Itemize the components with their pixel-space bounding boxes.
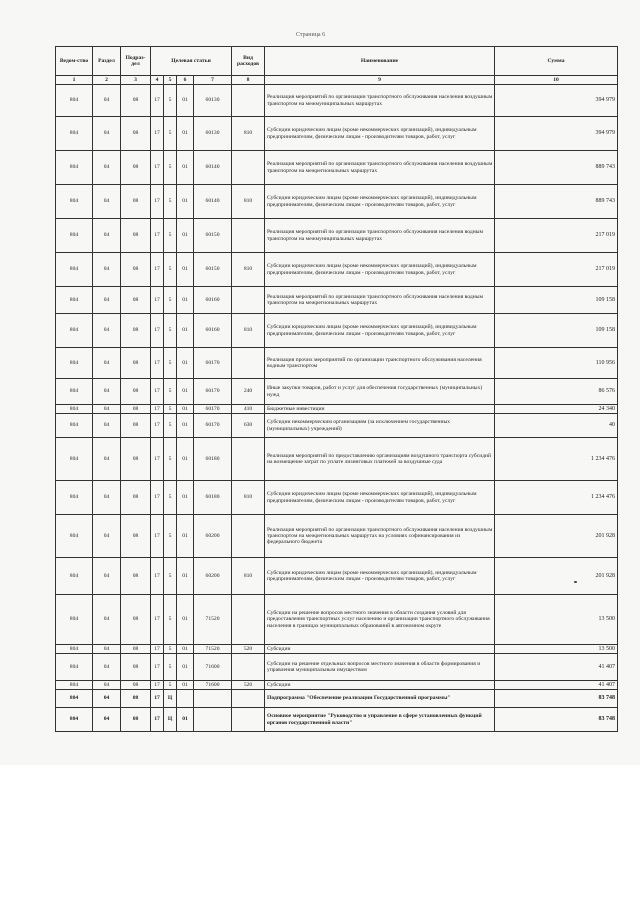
cell-sum: 889 743 [495, 185, 618, 219]
cell-sum: 40 [495, 414, 618, 438]
cell-program: 17 [151, 558, 164, 595]
cell-name: Субсидии [265, 681, 495, 690]
cell-vedomstvo: 804 [56, 253, 93, 287]
cell-vid: 410 [232, 405, 265, 414]
cell-razdel: 04 [93, 645, 121, 654]
cell-sum: 217 019 [495, 253, 618, 287]
table-row [56, 681, 618, 690]
cell-measure: 01 [177, 558, 194, 595]
cell-measure: 01 [177, 379, 194, 405]
cell-podrazdel: 08 [121, 185, 151, 219]
cell-vid: 810 [232, 185, 265, 219]
cell-vid [232, 151, 265, 185]
header-podrazdel: Подраз-дел [121, 47, 151, 76]
table-row [56, 405, 618, 414]
cell-name: Реализация мероприятий по организации транспортного обслуживания населения воздушным транспортом на межрегиональных маршрутах [265, 151, 495, 185]
cell-vid [232, 348, 265, 379]
cell-vedomstvo: 804 [56, 414, 93, 438]
cell-measure: 01 [177, 595, 194, 645]
cell-podrazdel: 08 [121, 438, 151, 481]
scan-mark [574, 581, 577, 583]
cell-vedomstvo: 804 [56, 558, 93, 595]
cell-vedomstvo: 804 [56, 690, 93, 708]
table-row [56, 414, 618, 438]
cell-podrazdel: 08 [121, 708, 151, 732]
cell-name: Реализация мероприятий по организации транспортного обслуживания населения воздушным транспортом на межмуниципальных маршрутах [265, 85, 495, 117]
cell-razdel: 04 [93, 414, 121, 438]
cell-podrazdel: 08 [121, 414, 151, 438]
cell-name: Иные закупки товаров, работ и услуг для обеспечения государственных (муниципальных) нужд [265, 379, 495, 405]
cell-measure: 01 [177, 438, 194, 481]
cell-direction: 60160 [194, 287, 232, 314]
cell-subprogram: Ц [164, 708, 177, 732]
cell-vedomstvo: 804 [56, 645, 93, 654]
cell-razdel: 04 [93, 379, 121, 405]
cell-vid: 630 [232, 414, 265, 438]
table-row [56, 117, 618, 151]
cell-direction: 60140 [194, 151, 232, 185]
cell-sum: 41 407 [495, 681, 618, 690]
cell-vedomstvo: 804 [56, 287, 93, 314]
table-header-row [56, 47, 618, 76]
cell-direction: 60150 [194, 219, 232, 253]
column-number: 3 [121, 76, 151, 85]
cell-name: Субсидии некоммерческим организациям (за исключением государственных (муниципальных) учреждений) [265, 414, 495, 438]
table-row [56, 185, 618, 219]
table-row [56, 438, 618, 481]
cell-razdel: 04 [93, 348, 121, 379]
header-sum: Сумма [495, 47, 618, 76]
cell-direction: 60130 [194, 85, 232, 117]
cell-podrazdel: 08 [121, 117, 151, 151]
cell-razdel: 04 [93, 151, 121, 185]
table-row [56, 219, 618, 253]
cell-program: 17 [151, 253, 164, 287]
cell-subprogram: 5 [164, 253, 177, 287]
cell-measure: 01 [177, 219, 194, 253]
table-row [56, 151, 618, 185]
cell-vid: 810 [232, 253, 265, 287]
cell-name: Реализация мероприятий по предоставлению организациям воздушного транспорта субсидий на возмещение затрат по уплате лизинговых платежей за воздушные суда [265, 438, 495, 481]
cell-vedomstvo: 804 [56, 117, 93, 151]
table-row [56, 654, 618, 681]
cell-sum: 13 500 [495, 645, 618, 654]
cell-vedomstvo: 804 [56, 185, 93, 219]
cell-direction: 60130 [194, 117, 232, 151]
cell-direction: 60180 [194, 481, 232, 515]
cell-podrazdel: 08 [121, 481, 151, 515]
cell-razdel: 04 [93, 681, 121, 690]
cell-podrazdel: 08 [121, 645, 151, 654]
cell-name: Реализация мероприятий по организации транспортного обслуживания населения воздушным транспортом на межрегиональных маршрутах на условиях софинансирования из федерального бюджета [265, 515, 495, 558]
cell-name: Субсидии юридическим лицам (кроме некоммерческих организаций), индивидуальным предпринимателям, физическим лицам - производителям товаров, работ, услуг [265, 185, 495, 219]
cell-vid [232, 219, 265, 253]
cell-program: 17 [151, 314, 164, 348]
cell-subprogram: 5 [164, 515, 177, 558]
cell-name: Реализация мероприятий по организации транспортного обслуживания населения водным транспортом на межмуниципальных маршрутах [265, 219, 495, 253]
table-row [56, 595, 618, 645]
cell-program: 17 [151, 690, 164, 708]
cell-direction: 71520 [194, 595, 232, 645]
cell-razdel: 04 [93, 481, 121, 515]
header-name: Наименование [265, 47, 495, 76]
cell-measure: 01 [177, 515, 194, 558]
cell-program: 17 [151, 287, 164, 314]
cell-measure: 01 [177, 414, 194, 438]
column-number: 9 [265, 76, 495, 85]
header-tselevaya: Целевая статьи [151, 47, 232, 76]
cell-razdel: 04 [93, 690, 121, 708]
table-row [56, 314, 618, 348]
cell-subprogram: 5 [164, 314, 177, 348]
table-row [56, 708, 618, 732]
cell-vedomstvo: 804 [56, 438, 93, 481]
cell-razdel: 04 [93, 595, 121, 645]
cell-subprogram: 5 [164, 654, 177, 681]
cell-sum: 201 928 [495, 558, 618, 595]
cell-podrazdel: 08 [121, 405, 151, 414]
cell-razdel: 04 [93, 405, 121, 414]
cell-direction: 60140 [194, 185, 232, 219]
cell-vid: 520 [232, 681, 265, 690]
table-row [56, 348, 618, 379]
cell-program: 17 [151, 681, 164, 690]
cell-subprogram: Ц [164, 690, 177, 708]
cell-razdel: 04 [93, 438, 121, 481]
cell-measure: 01 [177, 681, 194, 690]
cell-podrazdel: 08 [121, 85, 151, 117]
cell-razdel: 04 [93, 185, 121, 219]
page-label: Страница 6 [296, 32, 326, 38]
column-number: 1 [56, 76, 93, 85]
cell-subprogram: 5 [164, 151, 177, 185]
cell-subprogram: 5 [164, 185, 177, 219]
cell-vid: 810 [232, 558, 265, 595]
cell-name: Субсидии юридическим лицам (кроме некоммерческих организаций), индивидуальным предпринимателям, физическим лицам - производителям товаров, работ, услуг [265, 314, 495, 348]
cell-direction: 60170 [194, 379, 232, 405]
cell-vedomstvo: 804 [56, 219, 93, 253]
table-row [56, 690, 618, 708]
cell-name: Субсидии юридическим лицам (кроме некоммерческих организаций), индивидуальным предпринимателям, физическим лицам - производителям товаров, работ, услуг [265, 253, 495, 287]
column-number: 2 [93, 76, 121, 85]
cell-sum: 889 743 [495, 151, 618, 185]
cell-direction: 71520 [194, 645, 232, 654]
column-number-row [56, 76, 618, 85]
cell-sum: 201 928 [495, 515, 618, 558]
cell-direction: 60180 [194, 438, 232, 481]
cell-vid [232, 438, 265, 481]
cell-program: 17 [151, 654, 164, 681]
cell-vedomstvo: 804 [56, 515, 93, 558]
cell-sum: 1 234 476 [495, 438, 618, 481]
cell-direction: 60160 [194, 314, 232, 348]
cell-vid: 240 [232, 379, 265, 405]
cell-vedomstvo: 804 [56, 708, 93, 732]
cell-vid [232, 287, 265, 314]
cell-podrazdel: 08 [121, 219, 151, 253]
cell-measure: 01 [177, 481, 194, 515]
cell-razdel: 04 [93, 708, 121, 732]
cell-measure: 01 [177, 708, 194, 732]
cell-razdel: 04 [93, 253, 121, 287]
cell-name: Субсидии на решение вопросов местного значения в области создания условий для предоставления транспортных услуг населению и организации транспортного обслуживания населения в границах муниципальных образований в автономном округе [265, 595, 495, 645]
cell-sum: 110 956 [495, 348, 618, 379]
cell-sum: 394 979 [495, 117, 618, 151]
table-row [56, 481, 618, 515]
cell-podrazdel: 08 [121, 681, 151, 690]
cell-program: 17 [151, 348, 164, 379]
cell-vedomstvo: 804 [56, 379, 93, 405]
cell-measure: 01 [177, 348, 194, 379]
table-row [56, 645, 618, 654]
cell-program: 17 [151, 645, 164, 654]
cell-sum: 83 748 [495, 690, 618, 708]
cell-vid: 810 [232, 481, 265, 515]
budget-table [55, 46, 618, 732]
cell-subprogram: 5 [164, 379, 177, 405]
cell-vedomstvo: 804 [56, 85, 93, 117]
cell-direction: 71600 [194, 681, 232, 690]
cell-sum: 41 407 [495, 654, 618, 681]
cell-vid [232, 654, 265, 681]
cell-sum: 13 500 [495, 595, 618, 645]
cell-razdel: 04 [93, 219, 121, 253]
cell-sum: 217 019 [495, 219, 618, 253]
cell-vedomstvo: 804 [56, 405, 93, 414]
cell-podrazdel: 08 [121, 595, 151, 645]
column-number: 7 [194, 76, 232, 85]
cell-program: 17 [151, 379, 164, 405]
cell-subprogram: 5 [164, 681, 177, 690]
column-number: 5 [164, 76, 177, 85]
cell-direction [194, 708, 232, 732]
cell-direction [194, 690, 232, 708]
cell-razdel: 04 [93, 558, 121, 595]
column-number: 4 [151, 76, 164, 85]
cell-program: 17 [151, 85, 164, 117]
cell-program: 17 [151, 405, 164, 414]
cell-subprogram: 5 [164, 219, 177, 253]
cell-measure: 01 [177, 85, 194, 117]
cell-podrazdel: 08 [121, 253, 151, 287]
cell-vid [232, 595, 265, 645]
cell-vid: 810 [232, 117, 265, 151]
cell-name: Субсидии на решение отдельных вопросов местного значения в области формирования и управления муниципальным имуществом [265, 654, 495, 681]
cell-subprogram: 5 [164, 287, 177, 314]
cell-vid [232, 690, 265, 708]
table-row [56, 515, 618, 558]
cell-subprogram: 5 [164, 117, 177, 151]
cell-program: 17 [151, 438, 164, 481]
table-row [56, 379, 618, 405]
cell-subprogram: 5 [164, 595, 177, 645]
cell-program: 17 [151, 595, 164, 645]
cell-sum: 109 158 [495, 314, 618, 348]
cell-vid [232, 85, 265, 117]
column-number: 8 [232, 76, 265, 85]
cell-vedomstvo: 804 [56, 681, 93, 690]
cell-program: 17 [151, 708, 164, 732]
cell-measure: 01 [177, 645, 194, 654]
cell-vedomstvo: 804 [56, 595, 93, 645]
cell-podrazdel: 08 [121, 515, 151, 558]
cell-sum: 109 158 [495, 287, 618, 314]
cell-measure: 01 [177, 117, 194, 151]
cell-subprogram: 5 [164, 438, 177, 481]
cell-podrazdel: 08 [121, 558, 151, 595]
table-row [56, 85, 618, 117]
cell-subprogram: 5 [164, 414, 177, 438]
cell-subprogram: 5 [164, 645, 177, 654]
table-row [56, 253, 618, 287]
header-vedomstvo: Ведом-ство [56, 47, 93, 76]
cell-vedomstvo: 804 [56, 654, 93, 681]
cell-vid [232, 708, 265, 732]
cell-measure: 01 [177, 185, 194, 219]
cell-subprogram: 5 [164, 85, 177, 117]
cell-name: Бюджетные инвестиции [265, 405, 495, 414]
cell-podrazdel: 08 [121, 379, 151, 405]
cell-sum: 24 340 [495, 405, 618, 414]
cell-subprogram: 5 [164, 558, 177, 595]
cell-program: 17 [151, 219, 164, 253]
cell-razdel: 04 [93, 654, 121, 681]
table-row [56, 558, 618, 595]
cell-direction: 60200 [194, 515, 232, 558]
column-number: 10 [495, 76, 618, 85]
cell-subprogram: 5 [164, 348, 177, 379]
cell-measure: 01 [177, 151, 194, 185]
cell-razdel: 04 [93, 117, 121, 151]
cell-name: Реализация мероприятий по организации транспортного обслуживания населения водным транспортом на межрегиональных маршрутах [265, 287, 495, 314]
cell-subprogram: 5 [164, 405, 177, 414]
cell-name: Реализация прочих мероприятий по организации транспортного обслуживания населения водным транспортом [265, 348, 495, 379]
cell-podrazdel: 08 [121, 314, 151, 348]
cell-name: Субсидии юридическим лицам (кроме некоммерческих организаций), индивидуальным предпринимателям, физическим лицам - производителям товаров, работ, услуг [265, 558, 495, 595]
cell-direction: 60170 [194, 348, 232, 379]
cell-subprogram: 5 [164, 481, 177, 515]
cell-program: 17 [151, 151, 164, 185]
cell-name: Субсидии юридическим лицам (кроме некоммерческих организаций), индивидуальным предпринимателям, физическим лицам - производителям товаров, работ, услуг [265, 481, 495, 515]
cell-razdel: 04 [93, 287, 121, 314]
cell-measure: 01 [177, 287, 194, 314]
cell-vedomstvo: 804 [56, 481, 93, 515]
cell-sum: 86 576 [495, 379, 618, 405]
cell-razdel: 04 [93, 85, 121, 117]
cell-podrazdel: 08 [121, 348, 151, 379]
cell-name: Подпрограмма "Обеспечение реализации Государственной программы" [265, 690, 495, 708]
cell-measure: 01 [177, 253, 194, 287]
cell-program: 17 [151, 185, 164, 219]
cell-name: Основное мероприятие "Руководство и управление в сфере установленных функций органов государственной власти" [265, 708, 495, 732]
cell-direction: 60150 [194, 253, 232, 287]
cell-vedomstvo: 804 [56, 314, 93, 348]
header-vid: Вид расходов [232, 47, 265, 76]
cell-program: 17 [151, 481, 164, 515]
cell-measure: 01 [177, 405, 194, 414]
cell-vedomstvo: 804 [56, 151, 93, 185]
cell-sum: 394 979 [495, 85, 618, 117]
cell-vid: 520 [232, 645, 265, 654]
cell-program: 17 [151, 515, 164, 558]
cell-podrazdel: 08 [121, 151, 151, 185]
cell-direction: 60200 [194, 558, 232, 595]
cell-measure: 01 [177, 654, 194, 681]
header-razdel: Раздел [93, 47, 121, 76]
cell-razdel: 04 [93, 515, 121, 558]
cell-program: 17 [151, 414, 164, 438]
cell-sum: 83 748 [495, 708, 618, 732]
cell-program: 17 [151, 117, 164, 151]
cell-podrazdel: 08 [121, 690, 151, 708]
cell-vedomstvo: 804 [56, 348, 93, 379]
cell-direction: 71600 [194, 654, 232, 681]
cell-direction: 60170 [194, 414, 232, 438]
cell-razdel: 04 [93, 314, 121, 348]
cell-direction: 60170 [194, 405, 232, 414]
cell-podrazdel: 08 [121, 654, 151, 681]
table-row [56, 287, 618, 314]
cell-name: Субсидии юридическим лицам (кроме некоммерческих организаций), индивидуальным предпринимателям, физическим лицам - производителям товаров, работ, услуг [265, 117, 495, 151]
cell-name: Субсидии [265, 645, 495, 654]
cell-measure: 01 [177, 314, 194, 348]
cell-sum: 1 234 476 [495, 481, 618, 515]
column-number: 6 [177, 76, 194, 85]
cell-vid: 810 [232, 314, 265, 348]
cell-podrazdel: 08 [121, 287, 151, 314]
cell-vid [232, 515, 265, 558]
cell-measure [177, 690, 194, 708]
